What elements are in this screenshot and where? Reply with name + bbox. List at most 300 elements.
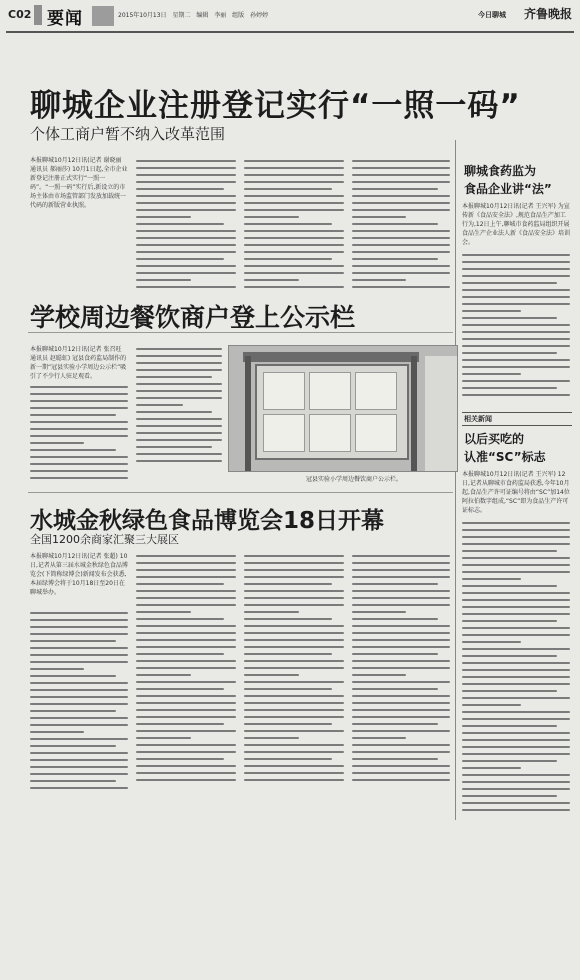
- text-line: [30, 407, 128, 409]
- text-line: [244, 758, 332, 760]
- text-line: [462, 345, 570, 347]
- text-line: [462, 564, 570, 566]
- text-line: [352, 251, 450, 253]
- photo-caption: 冠县实验小学周边餐饮商户公示栏。: [306, 476, 403, 483]
- text-line: [352, 244, 450, 246]
- text-line: [352, 751, 450, 753]
- text-line: [352, 576, 450, 578]
- text-line: [244, 765, 344, 767]
- text-line: [462, 394, 570, 396]
- section-title: 要闻: [47, 9, 83, 29]
- text-line: [352, 639, 450, 641]
- headline-2: 学校周边餐饮商户登上公示栏: [30, 303, 356, 332]
- side1-lead: 本报聊城10月12日讯(记者 王兴军) 为宣传新《食品安全法》,规范食品生产加工行为,12日上午,聊城市食药监局组织开展食品生产企业法人新《食品安全法》培训会。: [462, 203, 570, 246]
- story3-column: [352, 555, 450, 786]
- text-line: [352, 160, 450, 162]
- text-line: [462, 352, 557, 354]
- text-line: [352, 695, 450, 697]
- text-line: [30, 654, 128, 656]
- story2-column: [30, 386, 128, 484]
- text-line: [244, 702, 344, 704]
- subhead-3: 全国1200余商家汇聚三大展区: [30, 533, 179, 546]
- text-line: [352, 744, 450, 746]
- text-line: [352, 258, 438, 260]
- text-line: [244, 160, 344, 162]
- text-line: [30, 682, 128, 684]
- text-line: [352, 569, 450, 571]
- text-line: [136, 632, 236, 634]
- text-line: [30, 689, 128, 691]
- text-line: [352, 167, 450, 169]
- text-line: [30, 759, 128, 761]
- newspaper-logo: 齐鲁晚报: [524, 7, 573, 21]
- text-line: [462, 774, 570, 776]
- text-line: [244, 583, 332, 585]
- text-line: [244, 576, 344, 578]
- text-line: [30, 675, 116, 677]
- text-line: [30, 738, 128, 740]
- text-line: [462, 310, 521, 312]
- text-line: [136, 244, 236, 246]
- story2-lead: 本报聊城10月12日讯(记者 张召旺 通讯员 赵聪虹) 冠县食药监局制作的新一期“冠县实验小学周边公示栏”吸引了不少行人驻足观看。: [30, 346, 127, 380]
- text-line: [244, 709, 344, 711]
- text-line: [136, 265, 236, 267]
- text-line: [30, 470, 128, 472]
- board-panel: [309, 372, 351, 410]
- text-line: [30, 731, 84, 733]
- text-line: [244, 632, 344, 634]
- text-line: [136, 348, 222, 350]
- text-line: [462, 627, 570, 629]
- story2-column: [136, 348, 222, 467]
- text-line: [462, 578, 521, 580]
- text-line: [244, 688, 332, 690]
- text-line: [136, 230, 236, 232]
- text-line: [352, 611, 406, 613]
- text-line: [30, 752, 128, 754]
- text-line: [462, 268, 570, 270]
- text-line: [244, 167, 344, 169]
- text-line: [352, 286, 450, 288]
- side1-title-line2: 食品企业讲“法”: [464, 182, 552, 196]
- text-line: [244, 751, 344, 753]
- text-line: [462, 606, 570, 608]
- text-line: [30, 414, 116, 416]
- text-line: [136, 418, 222, 420]
- text-line: [136, 751, 236, 753]
- text-line: [30, 766, 128, 768]
- paper-name: 今日聊城: [478, 11, 506, 19]
- text-line: [244, 681, 344, 683]
- text-line: [136, 639, 236, 641]
- text-line: [136, 411, 212, 413]
- side2-title-line2: 认准“SC”标志: [464, 450, 546, 464]
- text-line: [244, 181, 344, 183]
- side2-column: [462, 522, 570, 816]
- text-line: [136, 569, 236, 571]
- text-line: [136, 688, 224, 690]
- text-line: [30, 428, 128, 430]
- text-line: [352, 646, 450, 648]
- text-line: [30, 477, 128, 479]
- text-line: [30, 647, 128, 649]
- text-line: [462, 711, 570, 713]
- text-line: [30, 640, 116, 642]
- text-line: [30, 661, 128, 663]
- header-bar: [34, 5, 42, 25]
- text-line: [136, 667, 236, 669]
- text-line: [136, 237, 236, 239]
- text-line: [30, 386, 128, 388]
- text-line: [244, 251, 344, 253]
- text-line: [462, 725, 557, 727]
- text-line: [244, 639, 344, 641]
- text-line: [136, 195, 236, 197]
- text-line: [244, 646, 344, 648]
- text-line: [136, 383, 222, 385]
- text-line: [462, 732, 570, 734]
- text-line: [136, 286, 236, 288]
- story3-column: [244, 555, 344, 786]
- text-line: [136, 744, 236, 746]
- text-line: [136, 216, 191, 218]
- text-line: [462, 261, 570, 263]
- headline-1: 聊城企业注册登记实行“一照一码”: [30, 88, 521, 124]
- photo-roof: [243, 352, 419, 362]
- text-line: [136, 583, 224, 585]
- text-line: [352, 716, 450, 718]
- text-line: [462, 296, 570, 298]
- text-line: [462, 669, 570, 671]
- text-line: [462, 275, 570, 277]
- text-line: [136, 758, 224, 760]
- text-line: [352, 265, 450, 267]
- text-line: [352, 772, 450, 774]
- text-line: [352, 758, 438, 760]
- text-line: [30, 668, 84, 670]
- text-line: [352, 618, 438, 620]
- text-line: [462, 697, 570, 699]
- text-line: [462, 359, 570, 361]
- text-line: [352, 653, 438, 655]
- text-line: [136, 362, 222, 364]
- text-line: [462, 767, 521, 769]
- text-line: [136, 272, 236, 274]
- text-line: [352, 202, 450, 204]
- text-line: [352, 674, 406, 676]
- text-line: [244, 188, 332, 190]
- text-line: [244, 695, 344, 697]
- text-line: [244, 667, 344, 669]
- text-line: [244, 618, 332, 620]
- text-line: [462, 718, 570, 720]
- text-line: [462, 529, 570, 531]
- text-line: [136, 174, 236, 176]
- text-line: [244, 562, 344, 564]
- text-line: [352, 730, 450, 732]
- text-line: [462, 753, 570, 755]
- text-line: [136, 772, 236, 774]
- text-line: [136, 618, 224, 620]
- text-line: [352, 272, 450, 274]
- text-line: [136, 432, 222, 434]
- text-line: [30, 456, 128, 458]
- story3-column: [30, 612, 128, 794]
- text-line: [30, 619, 128, 621]
- text-line: [462, 522, 570, 524]
- text-line: [462, 760, 557, 762]
- text-line: [136, 251, 236, 253]
- text-line: [462, 317, 557, 319]
- text-line: [30, 612, 128, 614]
- text-line: [244, 209, 344, 211]
- text-line: [244, 660, 344, 662]
- photo-post: [245, 356, 251, 471]
- text-line: [244, 604, 344, 606]
- text-line: [136, 188, 224, 190]
- text-line: [30, 449, 116, 451]
- text-line: [462, 781, 570, 783]
- text-line: [30, 745, 116, 747]
- text-line: [244, 279, 299, 281]
- text-line: [136, 160, 236, 162]
- side1-column: [462, 254, 570, 401]
- text-line: [462, 704, 521, 706]
- text-line: [136, 390, 222, 392]
- text-line: [352, 688, 438, 690]
- text-line: [352, 632, 450, 634]
- text-line: [352, 702, 450, 704]
- text-line: [30, 787, 128, 789]
- text-line: [352, 230, 450, 232]
- text-line: [136, 181, 236, 183]
- page-header: [8, 4, 574, 30]
- text-line: [462, 543, 570, 545]
- text-line: [136, 590, 236, 592]
- text-line: [352, 237, 450, 239]
- text-line: [462, 571, 570, 573]
- text-line: [136, 716, 236, 718]
- text-line: [136, 279, 191, 281]
- story1-column: [352, 160, 450, 293]
- text-line: [244, 611, 299, 613]
- text-line: [352, 174, 450, 176]
- photo-bulletin-board: [255, 364, 409, 460]
- text-line: [30, 773, 128, 775]
- text-line: [244, 555, 344, 557]
- text-line: [462, 338, 570, 340]
- text-line: [136, 369, 222, 371]
- text-line: [136, 730, 236, 732]
- text-line: [136, 376, 212, 378]
- text-line: [462, 282, 557, 284]
- text-line: [136, 404, 183, 406]
- text-line: [244, 223, 332, 225]
- text-line: [462, 648, 570, 650]
- text-line: [136, 562, 236, 564]
- text-line: [244, 174, 344, 176]
- text-line: [136, 674, 191, 676]
- text-line: [352, 779, 450, 781]
- story1-lead: 本报聊城10月12日讯(记者 谢晓丽 通讯员 郝丽莎) 10月1日起,全市企业新登记注册正式实行“一照一码”。“一照一码”实行后,新设立的市场主体由市场监管部门发放加载统一代码的新版营业执照。: [30, 157, 128, 209]
- text-line: [462, 676, 570, 678]
- text-line: [352, 188, 438, 190]
- header-block: [92, 6, 114, 26]
- related-news-label: 相关新闻: [462, 412, 572, 426]
- text-line: [244, 597, 344, 599]
- text-line: [462, 634, 570, 636]
- header-rule: [6, 31, 574, 33]
- text-line: [136, 646, 236, 648]
- text-line: [352, 583, 438, 585]
- text-line: [352, 723, 438, 725]
- text-line: [136, 397, 222, 399]
- text-line: [244, 265, 344, 267]
- text-line: [30, 633, 128, 635]
- headline-3: 水城金秋绿色食品博览会18日开幕: [30, 508, 385, 534]
- text-line: [244, 723, 332, 725]
- text-line: [352, 590, 450, 592]
- story-divider: [28, 492, 453, 493]
- text-line: [352, 765, 450, 767]
- text-line: [244, 779, 344, 781]
- text-line: [462, 739, 570, 741]
- text-line: [462, 746, 570, 748]
- text-line: [30, 421, 128, 423]
- text-line: [136, 702, 236, 704]
- text-line: [352, 562, 450, 564]
- text-line: [244, 195, 344, 197]
- text-line: [462, 662, 570, 664]
- text-line: [352, 667, 450, 669]
- story1-column: [136, 160, 236, 293]
- text-line: [30, 393, 128, 395]
- text-line: [462, 592, 570, 594]
- text-line: [462, 324, 570, 326]
- text-line: [352, 209, 450, 211]
- story1-column: [244, 160, 344, 293]
- text-line: [30, 442, 84, 444]
- board-panel: [263, 414, 305, 452]
- story3-lead: 本报聊城10月12日讯(记者 张超) 10日,记者从第三届水城金秋绿色食品博览会(下简称绿博会)新闻发布会获悉,本届绿博会将于10月18日至20日在聊城举办。: [30, 553, 128, 596]
- story3-column: [136, 555, 236, 786]
- page-number: C02: [8, 8, 32, 21]
- text-line: [136, 555, 236, 557]
- text-line: [462, 536, 570, 538]
- text-line: [30, 780, 116, 782]
- text-line: [462, 289, 570, 291]
- news-photo: [228, 345, 458, 472]
- text-line: [136, 460, 222, 462]
- text-line: [136, 425, 222, 427]
- text-line: [244, 772, 344, 774]
- text-line: [30, 724, 128, 726]
- text-line: [30, 435, 128, 437]
- header-meta: 2015年10月13日 星期二 编辑 李丽 组版 孙婷婷: [118, 12, 269, 19]
- text-line: [136, 209, 236, 211]
- text-line: [462, 585, 557, 587]
- text-line: [30, 703, 128, 705]
- board-panel: [263, 372, 305, 410]
- side1-title-line1: 聊城食药监为: [464, 164, 537, 178]
- text-line: [462, 641, 521, 643]
- text-line: [462, 655, 557, 657]
- column-divider: [455, 140, 456, 820]
- text-line: [244, 272, 344, 274]
- text-line: [462, 366, 570, 368]
- text-line: [352, 555, 450, 557]
- text-line: [244, 258, 332, 260]
- text-line: [136, 779, 236, 781]
- text-line: [244, 230, 344, 232]
- text-line: [352, 737, 406, 739]
- text-line: [352, 660, 450, 662]
- text-line: [462, 613, 570, 615]
- text-line: [462, 303, 570, 305]
- text-line: [352, 279, 406, 281]
- text-line: [352, 604, 450, 606]
- text-line: [352, 709, 450, 711]
- text-line: [462, 254, 570, 256]
- text-line: [244, 653, 332, 655]
- text-line: [136, 737, 191, 739]
- text-line: [462, 690, 557, 692]
- photo-background: [425, 356, 457, 471]
- text-line: [244, 737, 299, 739]
- text-line: [244, 625, 344, 627]
- text-line: [136, 453, 222, 455]
- text-line: [244, 744, 344, 746]
- text-line: [136, 695, 236, 697]
- text-line: [462, 550, 557, 552]
- text-line: [352, 181, 450, 183]
- text-line: [136, 446, 212, 448]
- side2-title-line1: 以后买吃的: [464, 432, 525, 446]
- text-line: [352, 625, 450, 627]
- text-line: [136, 597, 236, 599]
- text-line: [30, 400, 128, 402]
- text-line: [30, 463, 128, 465]
- text-line: [136, 765, 236, 767]
- board-panel: [309, 414, 351, 452]
- text-line: [136, 167, 236, 169]
- text-line: [462, 795, 557, 797]
- text-line: [136, 611, 191, 613]
- board-panel: [355, 414, 397, 452]
- text-line: [352, 681, 450, 683]
- text-line: [30, 626, 128, 628]
- subhead-1: 个体工商户暂不纳入改革范围: [30, 125, 226, 143]
- text-line: [462, 809, 570, 811]
- text-line: [136, 681, 236, 683]
- text-line: [244, 674, 299, 676]
- side2-lead: 本报聊城10月12日讯(记者 王兴军) 12日,记者从聊城市食药监局获悉,今年10月起,食品生产许可证编号将由“SC”加14位阿拉伯数字组成,“SC”即为食品生产许可证标志。: [462, 471, 570, 514]
- text-line: [136, 709, 236, 711]
- text-line: [462, 380, 570, 382]
- text-line: [352, 597, 450, 599]
- text-line: [462, 599, 570, 601]
- text-line: [136, 202, 236, 204]
- text-line: [244, 286, 344, 288]
- text-line: [30, 710, 116, 712]
- text-line: [462, 373, 521, 375]
- text-line: [462, 802, 570, 804]
- text-line: [462, 788, 570, 790]
- text-line: [244, 716, 344, 718]
- text-line: [352, 216, 406, 218]
- text-line: [136, 723, 224, 725]
- board-panel: [355, 372, 397, 410]
